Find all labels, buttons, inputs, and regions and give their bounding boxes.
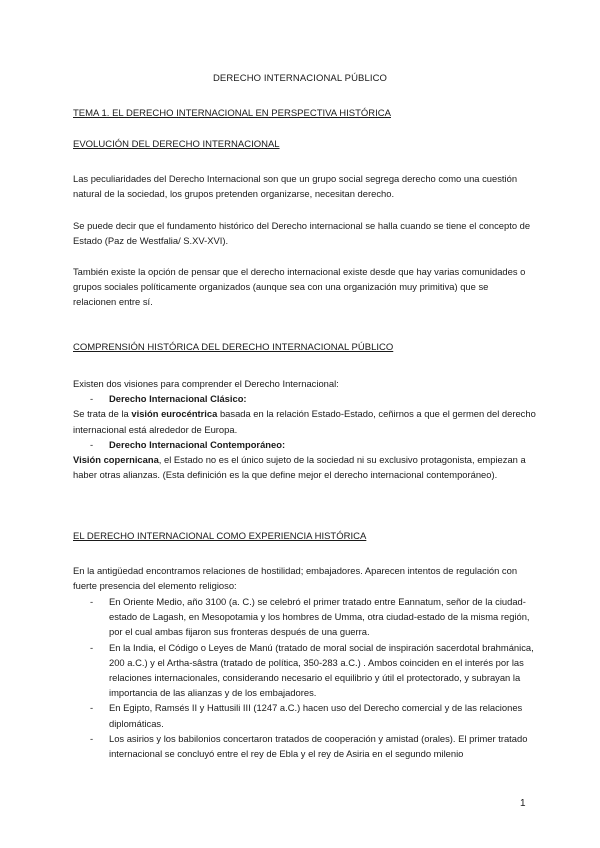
history-list — [73, 594, 543, 761]
list-item: - En Oriente Medio, año 3100 (a. C.) se celebró el primer tratado entre Eannatum, señor de la ciudad-estado de Lagash, en Mesopotamia y los hombres de Umma, otra ciudad-estado de la misma región, por el cual ambas fijaron sus fronteras después de una guerra. — [90, 596, 530, 638]
bullet-dash: - — [90, 438, 94, 450]
bullet-label: Derecho Internacional Clásico: — [109, 393, 247, 405]
paragraph: Se puede decir que el fundamento histórico del Derecho internacional se halla cuando se tiene el concepto de Estado (Paz de Westfalia/ S.XV-XVI). — [73, 220, 531, 247]
document-title: DERECHO INTERNACIONAL PÚBLICO — [212, 73, 388, 84]
section-heading-evolucion: EVOLUCIÓN DEL DERECHO INTERNACIONAL — [73, 139, 280, 150]
emphasis: Visión copernicana — [73, 454, 159, 466]
list-item: - Los asirios y los babilonios concertaron tratados de cooperación y amistad (orales). El primer tratado internacional se concluyó entre el rey de Ebla y el rey de Asiria en el segundo milenio — [90, 732, 528, 760]
emphasis: visión eurocéntrica — [131, 408, 218, 420]
list-item — [73, 437, 543, 452]
paragraph: En la antigüedad encontramos relaciones de hostilidad; embajadores. Aparecen intentos de regulación con fuerte presencia del elemento religioso: — [73, 565, 518, 592]
bullet-dash: - — [90, 393, 94, 405]
bullet-label: Derecho Internacional Contemporáneo: — [109, 438, 286, 450]
bullet-dash: - — [90, 596, 94, 607]
paragraph: Se trata de la visión eurocéntrica basada en la relación Estado-Estado, ceñirnos a que el germen del derecho internacional está alrededor de Europa. — [73, 408, 536, 435]
paragraph: También existe la opción de pensar que el derecho internacional existe desde que hay varias comunidades o grupos sociales políticamente organizados (aunque sea con una organización muy primitiva) que se relacionen entre sí. — [73, 266, 526, 308]
section-heading-experiencia: EL DERECHO INTERNACIONAL COMO EXPERIENCIA HISTÓRICA — [73, 531, 367, 542]
list-item: - En Egipto, Ramsés II y Hattusili III (1247 a.C.) hacen uso del Derecho comercial y de las relaciones diplomáticas. — [90, 702, 523, 729]
list-item: - En la India, el Código o Leyes de Manú (tratado de moral social de inspiración sacerdotal brahmánica, 200 a.C.) y el Artha-sâstra (tratado de política, 350-283 a.C.) . Ambos coinciden en el interés por las relaciones internacionales, considerando necesario el equilibrio y útil el protectorado, y subrayan la importancia de las alianzas y de los embajadores. — [90, 641, 534, 699]
bullet-dash: - — [90, 702, 94, 714]
list-item — [73, 391, 543, 406]
paragraph: Existen dos visiones para comprender el Derecho Internacional: — [73, 378, 339, 389]
page-number: 1 — [520, 798, 526, 809]
paragraph: Visión copernicana, el Estado no es el único sujeto de la sociedad ni su exclusivo protagonista, empiezan a haber otras alianzas. (Esta definición es la que define mejor el derecho internacional contemporáneo). — [73, 454, 526, 481]
section2-body — [73, 376, 543, 482]
bullet-dash: - — [90, 732, 94, 744]
bullet-dash: - — [90, 641, 94, 653]
section-heading-comprension: COMPRENSIÓN HISTÓRICA DEL DERECHO INTERNACIONAL PÚBLICO — [73, 342, 394, 353]
paragraph: Las peculiaridades del Derecho Internacional son que un grupo social segrega derecho como una cuestión natural de la sociedad, los grupos pretenden organizarse, necesitan derecho. — [73, 173, 518, 200]
topic-heading: TEMA 1. EL DERECHO INTERNACIONAL EN PERSPECTIVA HISTÓRICA — [73, 108, 391, 119]
